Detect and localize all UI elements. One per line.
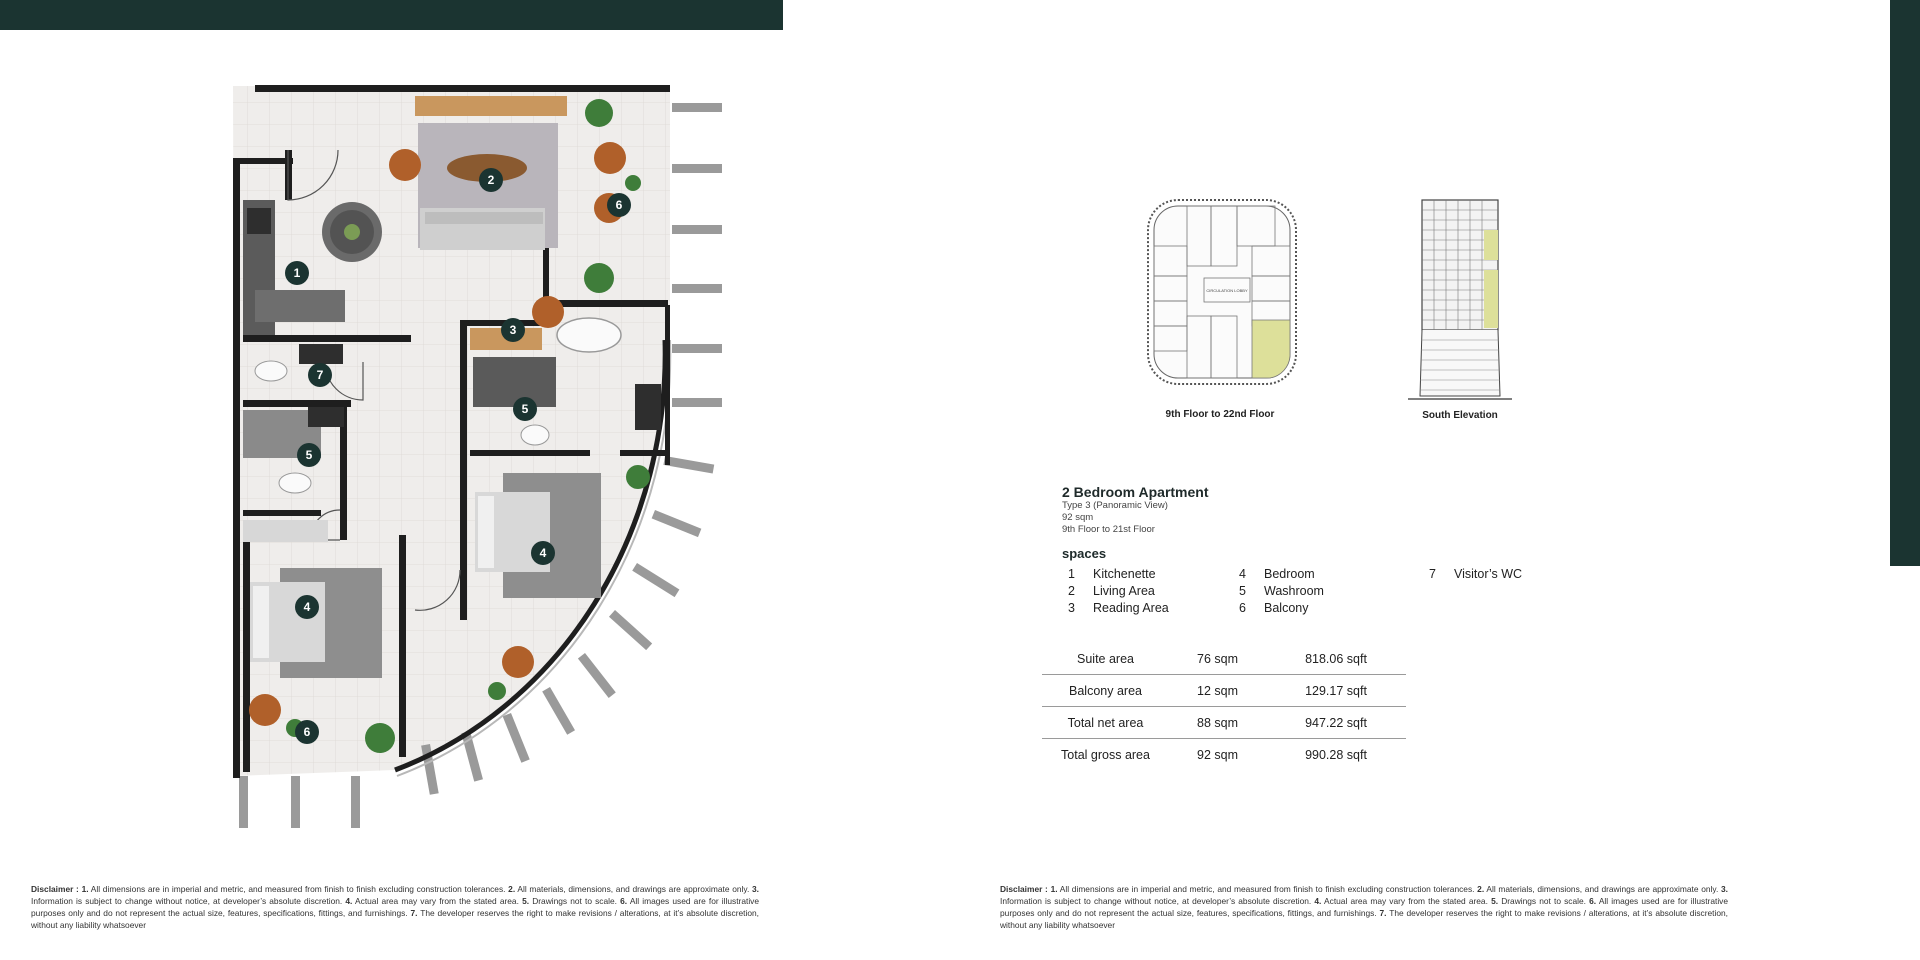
floor-plan: [225, 80, 730, 840]
svg-text:6: 6: [303, 725, 311, 739]
marker-reading-area: [501, 318, 525, 342]
space-item: 4 Bedroom: [1239, 567, 1315, 581]
apartment-size: 92 sqm: [1062, 512, 1094, 523]
svg-text:1: 1: [293, 266, 301, 280]
marker-washroom-2: [297, 443, 321, 467]
space-item: 7 Visitor’s WC: [1429, 567, 1523, 581]
table-row: Balcony area 12 sqm 129.17 sqft: [1042, 675, 1406, 707]
space-item: 1 Kitchenette: [1068, 567, 1156, 581]
disclaimer-left: Disclaimer : 1. All dimensions are in imperial and metric, and measured from finish to finish excluding construction tolerances. 2. All materials, dimensions, and drawings are approximate only. 3. Information is subject to change without notice, at developer’s absolute discretion. 4. Actual area may vary from the stated area. 5. Drawings not to scale. 6. All images used are for illustrative purposes only and do not represent the actual size, features, specifications, fittings, and furnishings. 7. The developer reserves the right to make revisions / alterations, at it’s absolute discretion, without any liability whatsoever: [31, 884, 760, 930]
spaces-title: spaces: [1062, 546, 1107, 561]
apartment-title: 2 Bedroom Apartment: [1062, 484, 1209, 500]
marker-balcony: [607, 193, 631, 217]
marker-washroom: [513, 397, 537, 421]
apartment-type: Type 3 (Panoramic View): [1062, 500, 1168, 511]
marker-kitchenette: [285, 261, 309, 285]
elevation-drawing: [1400, 196, 1520, 410]
elevation-caption: South Elevation: [1422, 410, 1498, 421]
svg-text:3: 3: [509, 323, 517, 337]
svg-text:4: 4: [539, 546, 547, 560]
apartment-info: [1062, 484, 1523, 619]
key-plan-drawing: [1140, 196, 1300, 396]
svg-text:2: 2: [487, 173, 495, 187]
space-item: 5 Washroom: [1239, 584, 1324, 598]
table-row: Suite area 76 sqm 818.06 sqft: [1042, 643, 1406, 675]
space-item: 2 Living Area: [1068, 584, 1155, 598]
table-row: Total net area 88 sqm 947.22 sqft: [1042, 707, 1406, 739]
marker-bedroom: [531, 541, 555, 565]
key-plan-caption: 9th Floor to 22nd Floor: [1165, 409, 1275, 420]
svg-text:7: 7: [316, 368, 324, 382]
space-item: 3 Reading Area: [1068, 601, 1169, 615]
svg-text:5: 5: [305, 448, 313, 462]
apartment-floors: 9th Floor to 21st Floor: [1062, 524, 1155, 535]
top-brand-band: [0, 0, 783, 30]
side-brand-band: [1890, 0, 1920, 566]
marker-balcony-2: [295, 720, 319, 744]
svg-text:4: 4: [303, 600, 311, 614]
table-row: Total gross area 92 sqm 990.28 sqft: [1061, 747, 1367, 762]
floor-plan-drawing: [225, 80, 730, 840]
marker-living-area: [479, 168, 503, 192]
south-elevation: [1400, 196, 1520, 410]
marker-visitors-wc: [308, 363, 332, 387]
key-plan: [1140, 196, 1300, 396]
spaces-list: [1062, 567, 1532, 619]
disclaimer-right: Disclaimer : 1. All dimensions are in imperial and metric, and measured from finish to finish excluding construction tolerances. 2. All materials, dimensions, and drawings are approximate only. 3. Information is subject to change without notice, at developer’s absolute discretion. 4. Actual area may vary from the stated area. 5. Drawings not to scale. 6. All images used are for illustrative purposes only and do not represent the actual size, features, specifications, fittings, and furnishings. 7. The developer reserves the right to make revisions / alterations, at it’s absolute discretion, without any liability whatsoever: [1000, 884, 1729, 930]
space-item: 6 Balcony: [1239, 601, 1309, 615]
svg-text:CIRCULATION LOBBY: CIRCULATION LOBBY: [1206, 288, 1248, 293]
svg-text:5: 5: [521, 402, 529, 416]
marker-bedroom-2: [295, 595, 319, 619]
area-table: [1042, 643, 1406, 770]
svg-text:6: 6: [615, 198, 623, 212]
